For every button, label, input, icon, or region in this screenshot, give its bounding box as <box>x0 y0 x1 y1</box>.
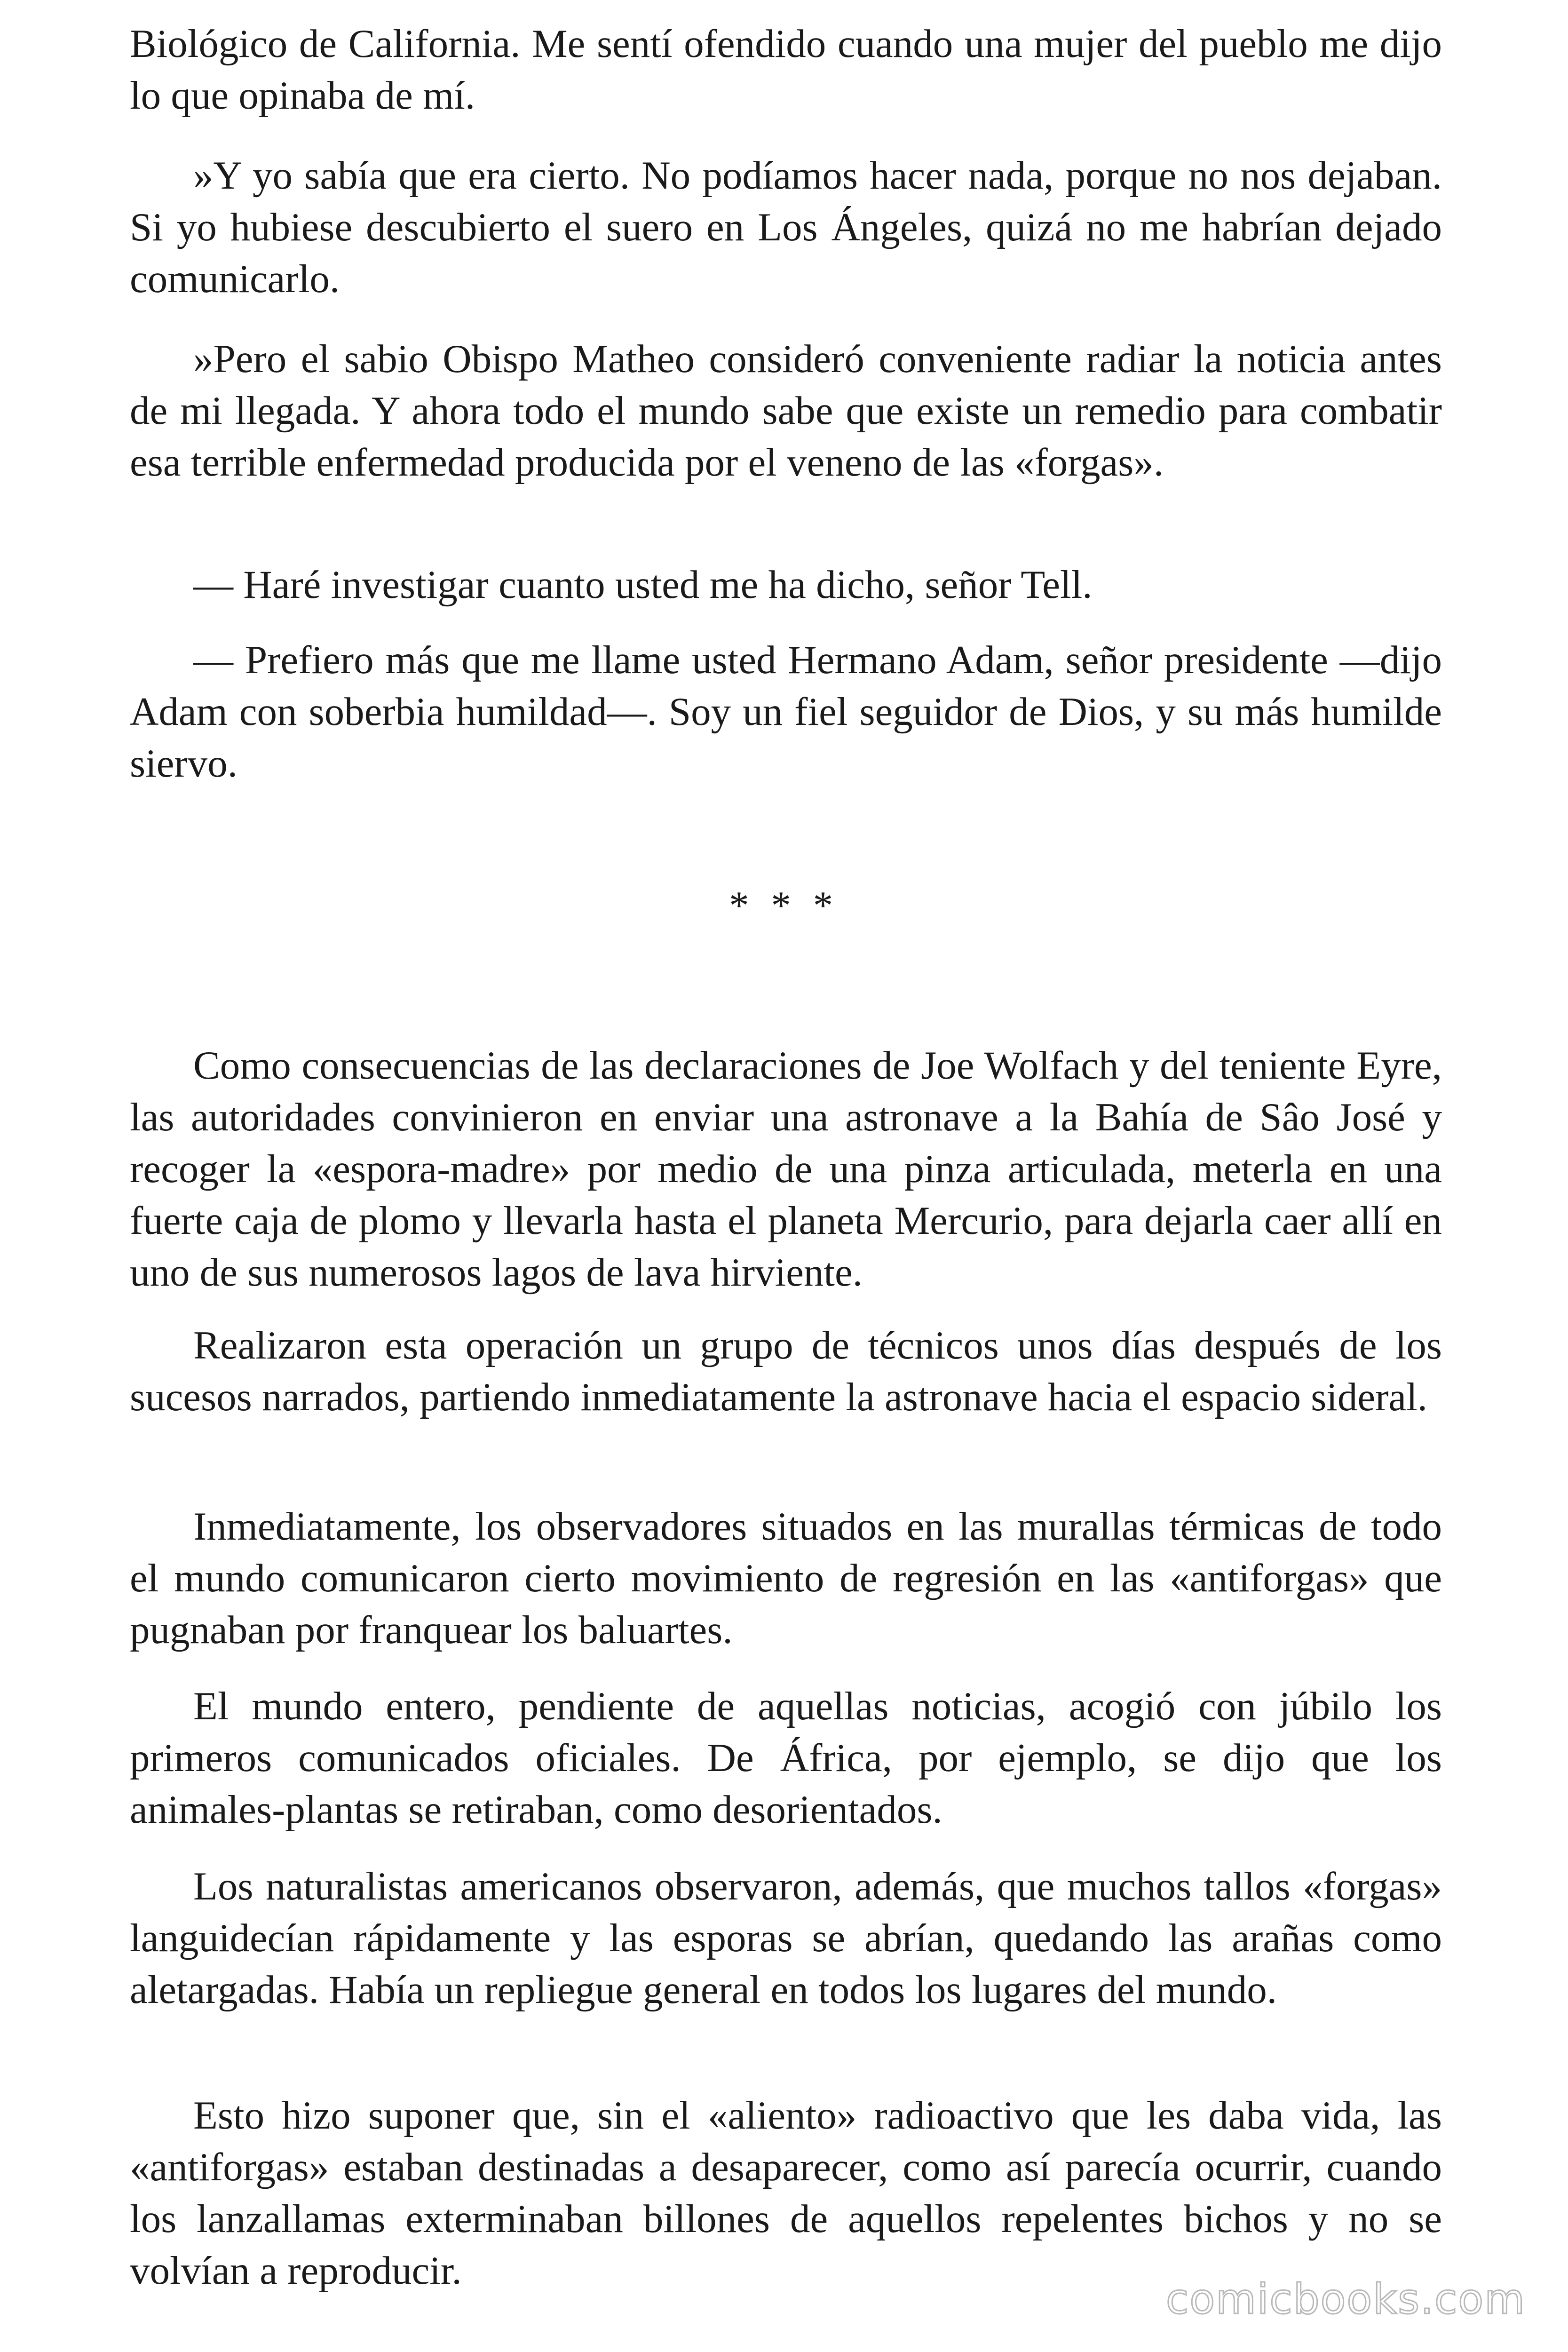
paragraph-operation: Realizaron esta operación un grupo de técnicos unos días después de los sucesos narrados, partiendo inmediatamente la astronave hacia el espacio sideral. <box>130 1323 1442 1419</box>
paragraph-dialogue-bishop: »Pero el sabio Obispo Matheo consideró conveniente radiar la noticia antes de mi llegada. Y ahora todo el mundo sabe que existe un remedio para combatir esa terrible enfermedad producida por el veneno de las «forgas». <box>130 337 1442 485</box>
paragraph-conclusion: Esto hizo suponer que, sin el «aliento» radioactivo que les daba vida, las «antiforgas» estaban destinadas a desaparecer, como así parecía ocurrir, cuando los lanzallamas exterminaban billones de aquellos repelentes bichos y no se volvían a reproducir. <box>130 2093 1442 2293</box>
paragraph-dialogue-serum: »Y yo sabía que era cierto. No podíamos hacer nada, porque no nos dejaban. Si yo hubiese descubierto el suero en Los Ángeles, quizá no me habrían dejado comunicarlo. <box>130 153 1442 301</box>
paragraph-naturalists: Los naturalistas americanos observaron, además, que muchos tallos «forgas» languidecían rápidamente y las esporas se abrían, quedando las arañas como aletargadas. Había un repliegue general en todos los lugares del mundo. <box>130 1864 1442 2012</box>
paragraph-dialogue-adam: — Prefiero más que me llame usted Hermano Adam, señor presidente —dijo Adam con soberbia humildad—. Soy un fiel seguidor de Dios, y su más humilde siervo. <box>130 638 1442 786</box>
paragraph-spore-mother: Como consecuencias de las declaraciones de Joe Wolfach y del teniente Eyre, las autoridades convinieron en enviar una astronave a la Bahía de Sâo José y recoger la «espora-madre» por medio de una pinza articulada, meterla en una fuerte caja de plomo y llevarla hasta el planeta Mercurio, para dejarla caer allí en uno de sus numerosos lagos de lava hirviente. <box>130 1043 1442 1295</box>
paragraph-dialogue-president: — Haré investigar cuanto usted me ha dicho, señor Tell. <box>193 563 1093 607</box>
section-separator: * * * <box>729 883 839 928</box>
watermark: comicbooks.com <box>1165 2275 1526 2323</box>
paragraph-continuation: Biológico de California. Me sentí ofendido cuando una mujer del pueblo me dijo lo que opinaba de mí. <box>130 22 1442 118</box>
paragraph-observers: Inmediatamente, los observadores situados en las murallas térmicas de todo el mundo comunicaron cierto movimiento de regresión en las «antiforgas» que pugnaban por franquear los baluartes. <box>130 1504 1442 1652</box>
paragraph-world-news: El mundo entero, pendiente de aquellas noticias, acogió con júbilo los primeros comunicados oficiales. De África, por ejemplo, se dijo que los animales-plantas se retiraban, como desorientados. <box>130 1684 1442 1832</box>
